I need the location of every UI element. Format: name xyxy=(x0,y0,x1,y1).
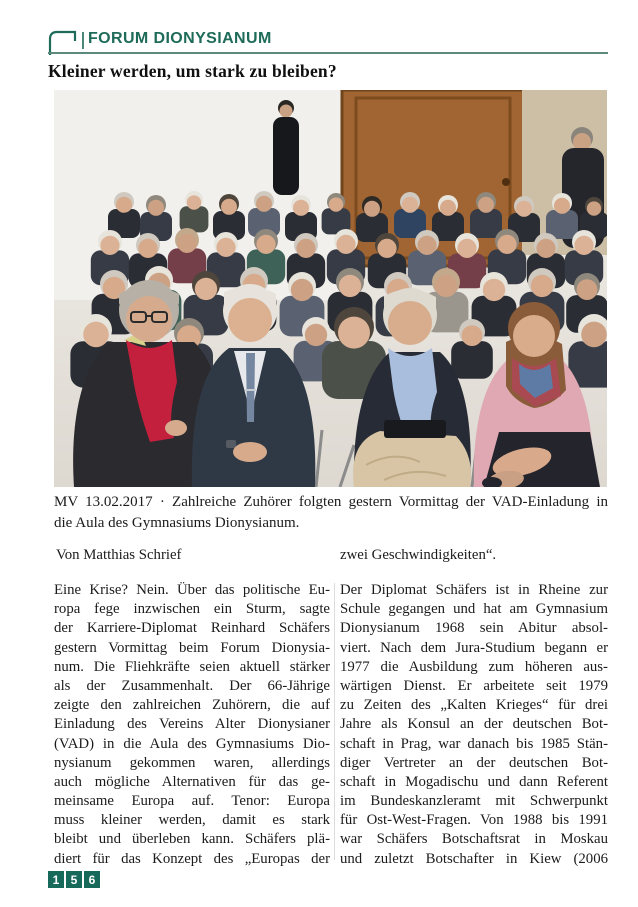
column-divider xyxy=(334,583,335,860)
page-number-digit: 1 xyxy=(48,871,64,888)
header-rule xyxy=(48,52,608,54)
article-photo xyxy=(54,90,607,487)
photo-caption: MV 13.02.2017 · Zahlreiche Zuhörer folgten gestern Vormittag der VAD-Einladung in die Aula des Gymnasiums Dionysianum. xyxy=(54,494,608,531)
page-number xyxy=(48,871,100,888)
article-column-right: Der Diplomat Schäfers ist in Rheine zur Schule gegangen und hat am Gymnasium Dionysianum 1968 sein Abitur absol- viert. Nach dem Jura-Studium begann er 1977 die Ausbildung zum höheren aus- wärtigen Dienst. Er arbeitete seit 1979 zu Zeiten des „Kalten Krieges“ für drei Jahre als Konsul an der deutschen Bot- schaft in Prag, war danach bis 1985 Stän- diger Vertreter an der deutschen Bot- schaft in Mogadischu und dann Referent im Bundeskanzleramt mit Schwerpunkt für Ost-West-Fragen. Von 1988 bis 1991 war Schäfers Botschaftsrat in Moskau und zuletzt Botschafter in Kiew (2006 xyxy=(340,582,608,867)
article-column-left: Eine Krise? Nein. Über das politische Eu- ropa fege inzwischen ein Sturm, sagte der Karriere-Diplomat Reinhard Schäfers gestern Vormittag beim Forum Dionysia- num. Die Fliehkräfte seien aktuell stärker als der Zusammenhalt. Der 66-Jährige zeigte den zahlreichen Zuhörern, die auf Einladung des Vereins Alter Dionysianer (VAD) in die Aula des Gymnasiums Dio- nysianum gekommen waren, allerdings auch mögliche Alternativen für das ge- meinsame Europa auf. Tenor: Europa muss kleiner werden, damit es stark bleibt und überleben kann. Schäfers plä- diert für das Konzept des „Europas der xyxy=(54,582,330,867)
section-title: FORUM DIONYSIANUM xyxy=(88,30,272,47)
page-number-digit: 5 xyxy=(66,871,82,888)
page-number-digit: 6 xyxy=(84,871,100,888)
article-headline: Kleiner werden, um stark zu bleiben? xyxy=(48,61,337,81)
byline: Von Matthias Schrief xyxy=(56,547,182,563)
column-carryover-text: zwei Geschwindigkeiten“. xyxy=(340,547,497,563)
